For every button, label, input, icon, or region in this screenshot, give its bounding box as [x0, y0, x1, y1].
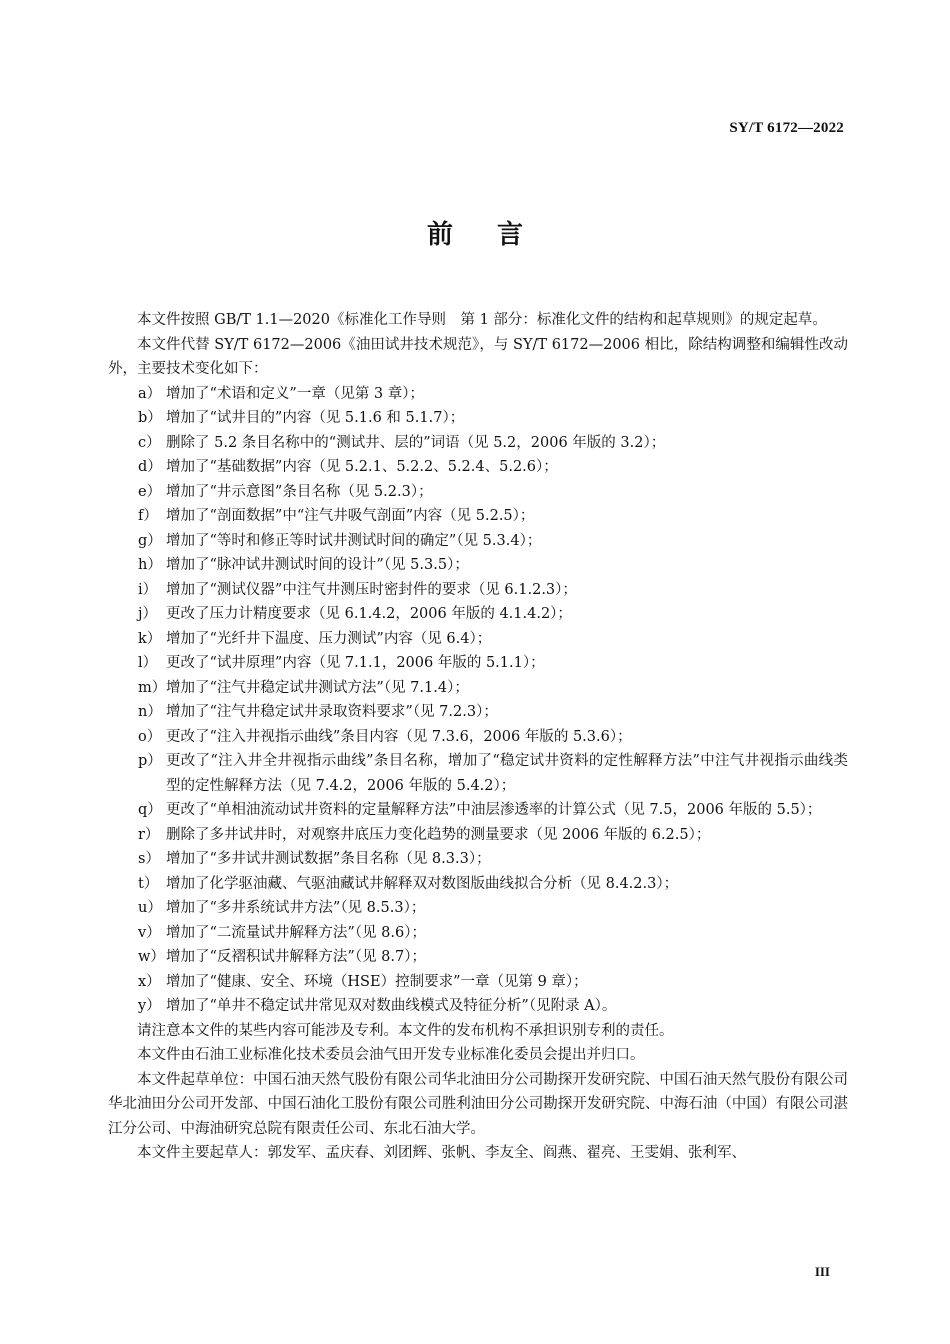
list-item — [108, 504, 848, 529]
list-item-text: 更改了“试井原理”内容（见 7.1.1，2006 年版的 5.1.1）； — [166, 655, 545, 671]
list-item-text: 增加了“单井不稳定试井常见双对数曲线模式及特征分析”（见附录 A）。 — [166, 998, 617, 1014]
list-item — [108, 406, 848, 431]
list-item-text: 增加了“注气井稳定试井录取资料要求”（见 7.2.3）； — [166, 704, 498, 720]
list-item-text: 增加了“脉冲试井测试时间的设计”（见 5.3.5）； — [166, 557, 469, 573]
list-item-text: 增加了“井示意图”条目名称（见 5.2.3）； — [166, 483, 433, 500]
paragraph: 请注意本文件的某些内容可能涉及专利。本文件的发布机构不承担识别专利的责任。 — [137, 1022, 674, 1039]
paragraph: 本文件主要起草人：郭发军、孟庆春、刘团辉、张帆、李友全、阎燕、翟亮、王雯娟、张利军、 — [137, 1145, 746, 1161]
list-marker: q） — [138, 802, 162, 818]
list-marker: k） — [138, 630, 162, 647]
list-marker: y） — [138, 998, 161, 1014]
list-marker: d） — [138, 459, 162, 475]
list-item — [108, 382, 848, 407]
list-item — [108, 945, 848, 970]
list-marker: t） — [138, 875, 159, 892]
list-marker: i） — [138, 581, 158, 598]
list-item — [108, 896, 848, 921]
list-item-text: 增加了“注气井稳定试井测试方法”（见 7.1.4）； — [166, 679, 469, 696]
list-item — [108, 700, 848, 725]
paragraph: 本文件代替 SY/T 6172—2006《油田试井技术规范》，与 SY/T 6172—2006 相比，除结构调整和编辑性改动外，主要技术变化如下： — [108, 336, 848, 377]
list-item-text: 更改了“注入井全井视指示曲线”条目名称，增加了“稳定试井资料的定性解释方法”中注气井视指示曲线类型的定性解释方法（见 7.4.2，2006 年版的 5.4.2）； — [166, 753, 848, 794]
list-marker: n） — [138, 704, 162, 720]
list-item-text: 更改了“注入井视指示曲线”条目内容（见 7.3.6，2006 年版的 5.3.6）； — [166, 728, 632, 745]
technical-changes-list — [108, 382, 848, 1019]
list-marker: p） — [138, 753, 162, 769]
list-item — [108, 725, 848, 750]
list-marker: e） — [138, 483, 162, 500]
list-item — [108, 798, 848, 823]
list-item — [108, 431, 848, 456]
list-item-text: 增加了“基础数据”内容（见 5.2.1、5.2.2、5.2.4、5.2.6）； — [166, 459, 558, 475]
list-item — [108, 455, 848, 480]
list-marker: c） — [138, 434, 161, 451]
list-item — [108, 602, 848, 627]
list-item — [108, 529, 848, 554]
list-item — [108, 480, 848, 505]
list-marker: m） — [138, 679, 167, 696]
list-item-text: 增加了“试井目的”内容（见 5.1.6 和 5.1.7）； — [166, 410, 465, 426]
list-item-text: 增加了“等时和修正等时试井测试时间的确定”（见 5.3.4）； — [166, 532, 542, 549]
list-marker: u） — [138, 900, 162, 916]
list-item-text: 删除了多井试井时，对观察井底压力变化趋势的测量要求（见 2006 年版的 6.2.5）； — [166, 826, 711, 843]
list-marker: f） — [138, 508, 158, 524]
list-marker: w） — [138, 949, 165, 965]
list-item — [108, 970, 848, 995]
list-marker: x） — [138, 973, 161, 990]
page-number: III — [814, 1264, 830, 1279]
list-item — [108, 627, 848, 652]
list-item — [108, 578, 848, 603]
list-item — [108, 823, 848, 848]
list-item — [108, 651, 848, 676]
list-item-text: 更改了压力计精度要求（见 6.1.4.2，2006 年版的 4.1.4.2）； — [166, 606, 572, 622]
list-marker: l） — [138, 655, 158, 671]
list-item-text: 增加了“光纤井下温度、压力测试”内容（见 6.4）； — [166, 630, 492, 647]
list-item-text: 增加了化学驱油藏、气驱油藏试井解释双对数图版曲线拟合分析（见 8.4.2.3）； — [166, 875, 679, 892]
list-marker: r） — [138, 826, 160, 843]
list-marker: j） — [138, 606, 157, 622]
list-marker: o） — [138, 728, 162, 745]
list-marker: b） — [138, 410, 162, 426]
list-item-text: 增加了“反褶积试井解释方法”（见 8.7）； — [166, 949, 426, 965]
list-item-text: 增加了“健康、安全、环境（HSE）控制要求”一章（见第 9 章）； — [166, 973, 588, 990]
paragraph: 本文件由石油工业标准化技术委员会油气田开发专业标准化委员会提出并归口。 — [137, 1047, 645, 1063]
list-item — [108, 921, 848, 946]
page-title: 前言 — [426, 220, 567, 250]
list-item-text: 删除了 5.2 条目名称中的“测试井、层的”词语（见 5.2，2006 年版的 3.2）； — [166, 434, 666, 451]
list-item-text: 增加了“多井系统试井方法”（见 8.5.3）； — [166, 900, 426, 916]
list-item — [108, 749, 848, 798]
list-item — [108, 872, 848, 897]
list-item-text: 更改了“单相油流动试井资料的定量解释方法”中油层渗透率的计算公式（见 7.5，2006 年版的 5.5）； — [166, 802, 822, 818]
list-item — [108, 676, 848, 701]
list-item-text: 增加了“剖面数据”中“注气井吸气剖面”内容（见 5.2.5）； — [166, 508, 535, 524]
list-item — [108, 994, 848, 1019]
paragraph: 本文件按照 GB/T 1.1—2020《标准化工作导则 第 1 部分：标准化文件的结构和起草规则》的规定起草。 — [137, 312, 827, 328]
list-item-text: 增加了“测试仪器”中注气井测压时密封件的要求（见 6.1.2.3）； — [166, 581, 577, 598]
list-item-text: 增加了“术语和定义”一章（见第 3 章）； — [166, 385, 425, 402]
list-item-text: 增加了“二流量试井解释方法”（见 8.6）； — [166, 924, 426, 941]
list-item — [108, 553, 848, 578]
paragraph: 本文件起草单位：中国石油天然气股份有限公司华北油田分公司勘探开发研究院、中国石油天然气股份有限公司华北油田分公司开发部、中国石油化工股份有限公司胜利油田分公司勘探开发研究院、中海石油（中国）有限公司湛江分公司、中海油研究总院有限责任公司、东北石油大学。 — [108, 1071, 848, 1137]
list-marker: a） — [138, 385, 162, 402]
list-marker: v） — [138, 924, 161, 941]
document-body — [108, 308, 848, 1166]
list-item — [108, 847, 848, 872]
list-marker: h） — [138, 557, 162, 573]
list-item-text: 增加了“多井试井测试数据”条目名称（见 8.3.3）； — [166, 851, 491, 867]
list-marker: s） — [138, 851, 160, 867]
list-marker: g） — [138, 532, 162, 549]
standard-code: SY/T 6172—2022 — [729, 120, 844, 136]
